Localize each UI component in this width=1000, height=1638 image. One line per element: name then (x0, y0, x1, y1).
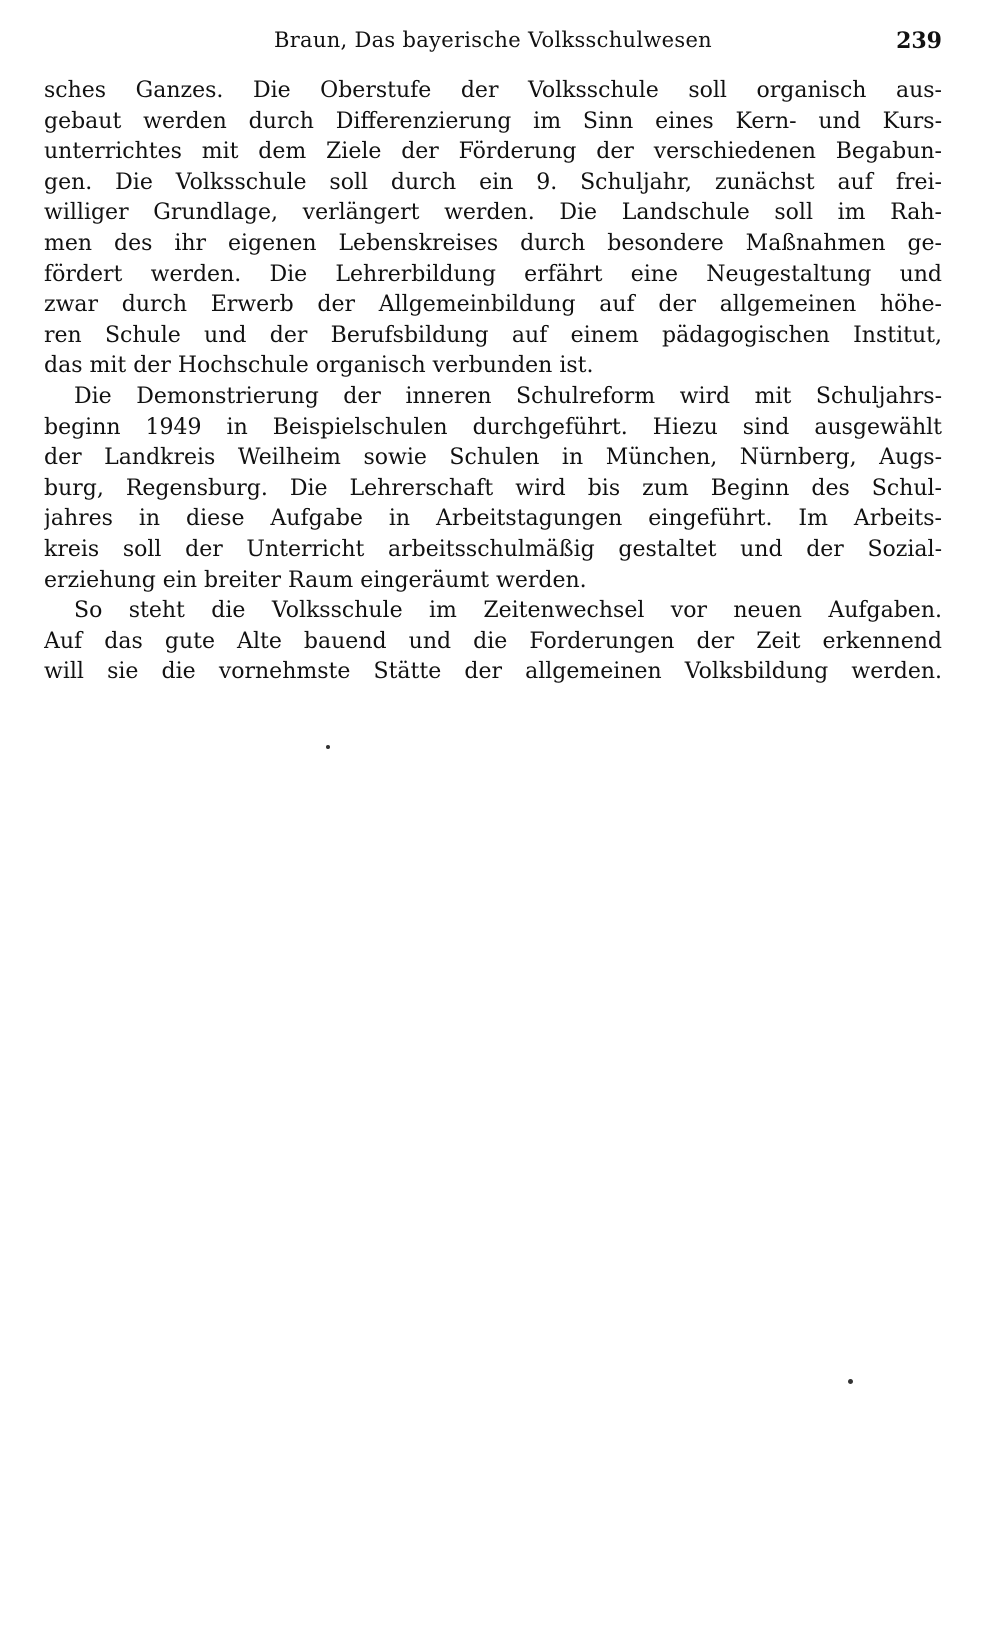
text-line: das mit der Hochschule organisch verbunden ist. (44, 353, 594, 379)
text-line: kreis soll der Unterricht arbeitsschulmäßig gestaltet und der Sozial- (44, 536, 942, 562)
text-line: gen. Die Volksschule soll durch ein 9. Schuljahr, zunächst auf frei- (44, 169, 942, 195)
page-number: 239 (896, 28, 942, 54)
text-line: burg, Regensburg. Die Lehrerschaft wird bis zum Beginn des Schul- (44, 475, 942, 501)
text-line: zwar durch Erwerb der Allgemeinbildung auf der allgemeinen höhe- (44, 292, 942, 318)
text-line: jahres in diese Aufgabe in Arbeitstagungen eingeführt. Im Arbeits- (44, 506, 942, 532)
text-line: erziehung ein breiter Raum eingeräumt werden. (44, 567, 587, 593)
text-line: beginn 1949 in Beispielschulen durchgeführt. Hiezu sind ausgewählt (44, 414, 942, 440)
text-line: ren Schule und der Berufsbildung auf einem pädagogischen Institut, (44, 322, 942, 348)
scan-speck (326, 745, 330, 749)
text-line: Auf das gute Alte bauend und die Forderungen der Zeit erkennend (44, 628, 942, 654)
text-line: fördert werden. Die Lehrerbildung erfährt eine Neugestaltung und (44, 261, 942, 287)
text-line: sches Ganzes. Die Oberstufe der Volksschule soll organisch aus- (44, 78, 942, 103)
text-line: Die Demonstrierung der inneren Schulreform wird mit Schuljahrs- (74, 383, 942, 409)
running-head (44, 28, 942, 58)
text-line: will sie die vornehmste Stätte der allgemeinen Volksbildung werden. (44, 659, 942, 685)
text-line: unterrichtes mit dem Ziele der Förderung der verschiedenen Begabun- (44, 139, 942, 165)
body-text (44, 76, 942, 688)
text-line: gebaut werden durch Differenzierung im Sinn eines Kern- und Kurs- (44, 108, 942, 134)
running-head-title: Braun, Das bayerische Volksschulwesen (273, 28, 712, 52)
text-line: So steht die Volksschule im Zeitenwechsel vor neuen Aufgaben. (74, 598, 942, 624)
text-line: williger Grundlage, verlängert werden. Die Landschule soll im Rah- (44, 200, 942, 226)
scan-speck (848, 1379, 853, 1384)
text-line: der Landkreis Weilheim sowie Schulen in München, Nürnberg, Augs- (44, 445, 942, 471)
text-line: men des ihr eigenen Lebenskreises durch besondere Maßnahmen ge- (44, 230, 942, 256)
